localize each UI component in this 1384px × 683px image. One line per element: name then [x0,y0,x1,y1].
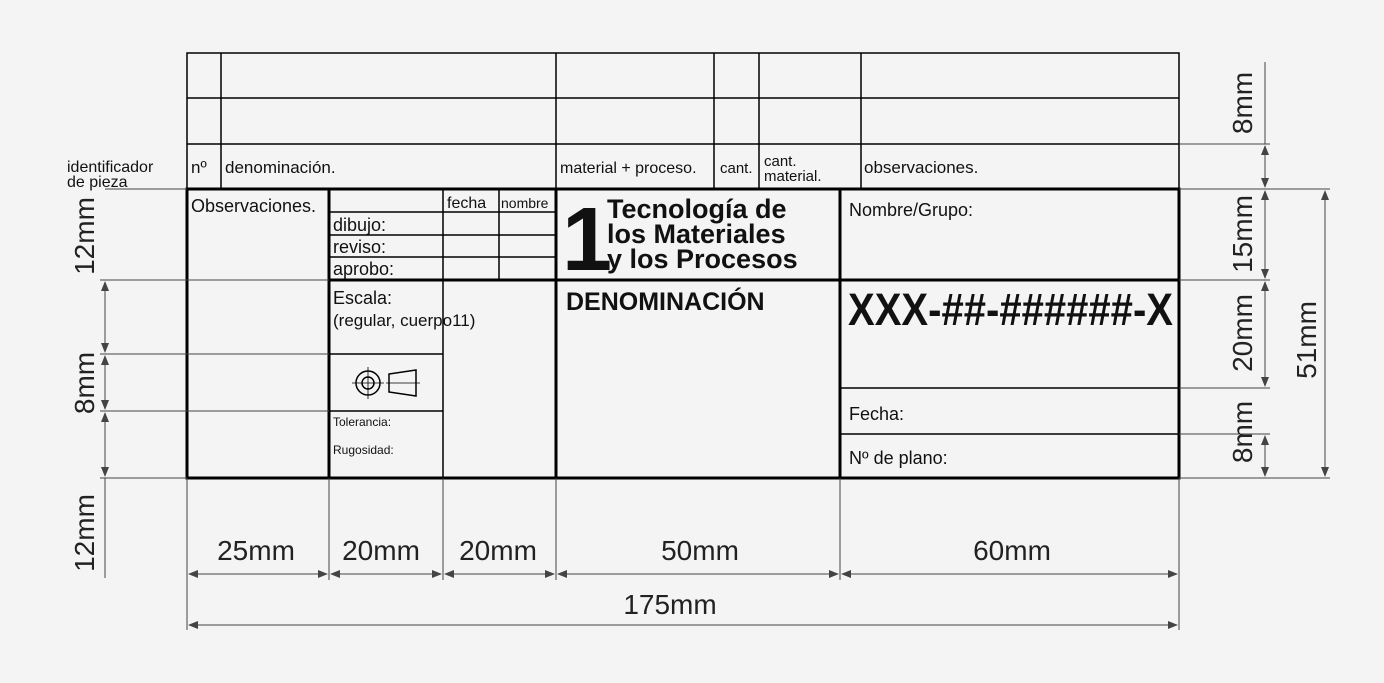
dim-right-20mm: 20mm [1227,294,1258,372]
rugosidad-label: Rugosidad: [333,443,394,457]
dim-left-8mm: 8mm [69,351,100,415]
header-name: denominación. [225,158,336,177]
dim-right-8mm-bottom: 8mm [1227,400,1258,464]
logo [562,190,798,290]
observaciones-label: Observaciones. [191,196,317,216]
side-label-1: identificador [67,159,154,176]
plano-label: Nº de plano: [849,448,948,468]
dim-width-25mm: 25mm [217,535,295,566]
dim-width-20mm-b: 20mm [459,535,537,566]
dim-left-12mm-bottom: 12mm [69,494,100,572]
row-dibujo: dibujo: [333,215,387,235]
dim-width-175mm: 175mm [623,589,717,620]
dim-width-50mm: 50mm [661,535,739,566]
title-block [187,189,1179,478]
logo-line-3: y los Procesos [607,244,798,274]
header-qty-material-2: material. [764,168,822,185]
side-label-2: de pieza [67,174,128,191]
dim-left-12mm-top: 12mm [69,197,100,275]
dim-right-51mm: 51mm [1291,301,1322,379]
nombre-grupo-label: Nombre/Grupo: [849,200,974,220]
drawing-code: XXX-##-######-X [848,284,1173,335]
header-number: nº [191,158,207,177]
logo-line-2: los Materiales [607,219,786,249]
col-fecha: fecha [447,195,487,212]
dim-width-20mm-a: 20mm [342,535,420,566]
header-notes: observaciones. [864,158,979,177]
header-material: material + proceso. [560,160,697,177]
escala-label: Escala: [333,288,393,308]
logo-number: 1 [562,190,613,290]
projection-symbol-icon [352,367,420,399]
row-aprobo: aprobo: [333,259,395,279]
header-qty: cant. [720,160,753,177]
parts-list [67,53,1179,191]
header-qty-material-1: cant. [764,153,797,170]
tolerancia-label: Tolerancia: [333,415,392,429]
dim-width-60mm: 60mm [973,535,1051,566]
col-nombre: nombre [501,195,549,211]
row-reviso: reviso: [333,237,387,257]
fecha-label: Fecha: [849,404,905,424]
dimension-labels [69,72,1322,620]
dim-right-8mm-top: 8mm [1227,71,1258,135]
logo-line-1: Tecnología de [607,194,787,224]
denominacion-label: DENOMINACIÓN [566,288,765,316]
escala-note: (regular, cuerpo11) [333,311,476,330]
dim-right-15mm: 15mm [1227,195,1258,273]
